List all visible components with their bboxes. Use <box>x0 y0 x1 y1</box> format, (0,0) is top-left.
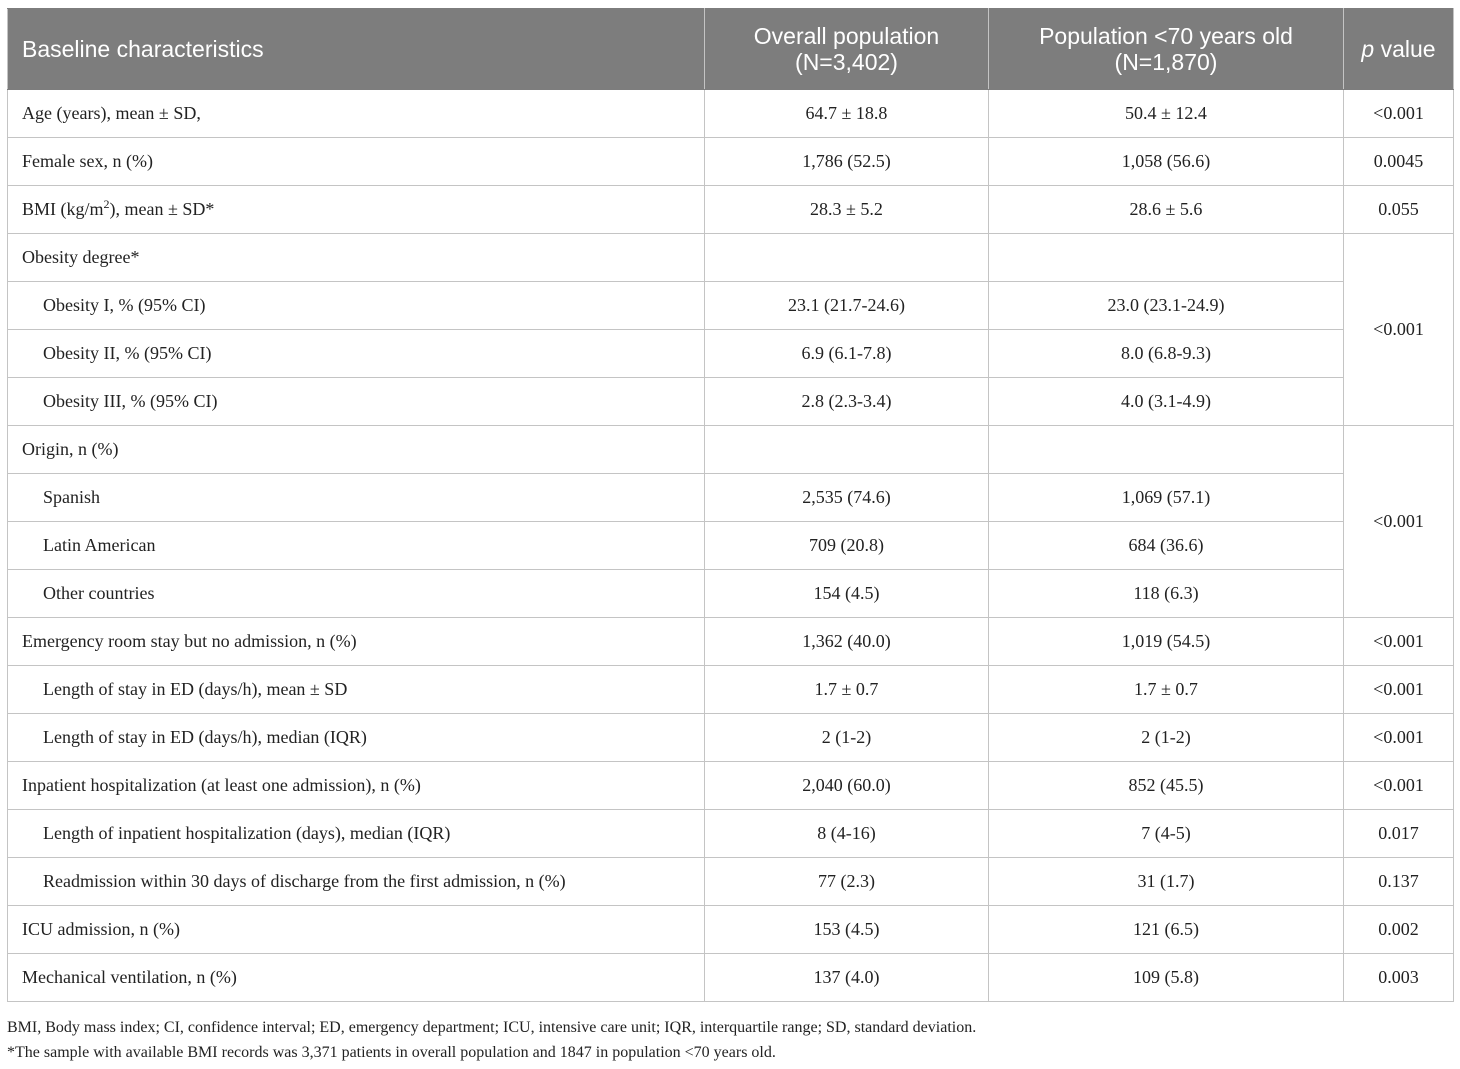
cell-under70: 28.6 ± 5.6 <box>989 186 1344 234</box>
table-row <box>8 858 1454 906</box>
table-row <box>8 330 1454 378</box>
row-label: Latin American <box>8 522 705 570</box>
bmi-label-sup: 2 <box>103 197 110 211</box>
cell-p-value: <0.001 <box>1344 714 1454 762</box>
cell-under70 <box>989 234 1344 282</box>
cell-overall: 77 (2.3) <box>705 858 989 906</box>
cell-under70: 109 (5.8) <box>989 954 1344 1002</box>
footnote-bmi-sample: *The sample with available BMI records was 3,371 patients in overall population and 1847 in population <70 years old. <box>7 1044 776 1061</box>
row-label: Inpatient hospitalization (at least one admission), n (%) <box>8 762 705 810</box>
header-p-italic: p <box>1361 36 1375 62</box>
row-label: Obesity II, % (95% CI) <box>8 330 705 378</box>
row-label: Length of stay in ED (days/h), median (IQR) <box>8 714 705 762</box>
table-row <box>8 90 1454 138</box>
header-under70-line1: Population <70 years old <box>1039 23 1293 49</box>
row-label: Obesity I, % (95% CI) <box>8 282 705 330</box>
cell-under70: 852 (45.5) <box>989 762 1344 810</box>
cell-overall: 23.1 (21.7-24.6) <box>705 282 989 330</box>
cell-under70: 1.7 ± 0.7 <box>989 666 1344 714</box>
header-overall-population <box>705 9 989 90</box>
header-under70-population <box>989 9 1344 90</box>
cell-overall: 1.7 ± 0.7 <box>705 666 989 714</box>
row-label <box>8 186 705 234</box>
row-label: Spanish <box>8 474 705 522</box>
table-container <box>7 8 1453 1002</box>
table-row <box>8 618 1454 666</box>
cell-under70: 684 (36.6) <box>989 522 1344 570</box>
row-label: Length of stay in ED (days/h), mean ± SD <box>8 666 705 714</box>
header-row <box>8 9 1454 90</box>
cell-under70: 31 (1.7) <box>989 858 1344 906</box>
cell-overall: 2.8 (2.3-3.4) <box>705 378 989 426</box>
table-footnotes <box>7 1015 1453 1065</box>
cell-overall <box>705 234 989 282</box>
row-label: ICU admission, n (%) <box>8 906 705 954</box>
cell-under70: 1,069 (57.1) <box>989 474 1344 522</box>
cell-p-value: 0.002 <box>1344 906 1454 954</box>
cell-overall: 2,535 (74.6) <box>705 474 989 522</box>
table-row <box>8 378 1454 426</box>
table-row <box>8 906 1454 954</box>
header-baseline-characteristics: Baseline characteristics <box>8 9 705 90</box>
row-label: Age (years), mean ± SD, <box>8 90 705 138</box>
cell-p-value: 0.003 <box>1344 954 1454 1002</box>
cell-overall: 2 (1-2) <box>705 714 989 762</box>
cell-overall: 153 (4.5) <box>705 906 989 954</box>
cell-under70: 118 (6.3) <box>989 570 1344 618</box>
table-row <box>8 810 1454 858</box>
header-under70-line2: (N=1,870) <box>1114 49 1218 75</box>
cell-overall: 8 (4-16) <box>705 810 989 858</box>
header-overall-line1: Overall population <box>753 23 940 49</box>
cell-overall: 6.9 (6.1-7.8) <box>705 330 989 378</box>
table-header <box>8 9 1454 90</box>
baseline-characteristics-table <box>7 8 1454 1002</box>
row-label: Length of inpatient hospitalization (days), median (IQR) <box>8 810 705 858</box>
cell-overall: 28.3 ± 5.2 <box>705 186 989 234</box>
cell-under70: 23.0 (23.1-24.9) <box>989 282 1344 330</box>
cell-p-value: <0.001 <box>1344 618 1454 666</box>
cell-overall: 137 (4.0) <box>705 954 989 1002</box>
cell-overall: 709 (20.8) <box>705 522 989 570</box>
cell-p-value-origin: <0.001 <box>1344 426 1454 618</box>
header-overall-line2: (N=3,402) <box>795 49 898 75</box>
cell-under70: 121 (6.5) <box>989 906 1344 954</box>
cell-overall <box>705 426 989 474</box>
table-row <box>8 234 1454 282</box>
row-label: Emergency room stay but no admission, n (%) <box>8 618 705 666</box>
cell-p-value: <0.001 <box>1344 666 1454 714</box>
bmi-label-post: ), mean ± SD* <box>109 199 215 219</box>
bmi-label-pre: BMI (kg/m <box>22 199 104 219</box>
table-row <box>8 138 1454 186</box>
table-row <box>8 426 1454 474</box>
cell-under70: 4.0 (3.1-4.9) <box>989 378 1344 426</box>
cell-p-value: 0.0045 <box>1344 138 1454 186</box>
cell-under70: 1,019 (54.5) <box>989 618 1344 666</box>
cell-overall: 2,040 (60.0) <box>705 762 989 810</box>
row-label: Female sex, n (%) <box>8 138 705 186</box>
cell-overall: 64.7 ± 18.8 <box>705 90 989 138</box>
cell-p-value: 0.017 <box>1344 810 1454 858</box>
row-label: Obesity III, % (95% CI) <box>8 378 705 426</box>
cell-p-value: <0.001 <box>1344 90 1454 138</box>
cell-under70: 1,058 (56.6) <box>989 138 1344 186</box>
cell-under70: 2 (1-2) <box>989 714 1344 762</box>
row-label: Origin, n (%) <box>8 426 705 474</box>
cell-p-value: <0.001 <box>1344 762 1454 810</box>
table-row <box>8 186 1454 234</box>
cell-under70: 50.4 ± 12.4 <box>989 90 1344 138</box>
table-row <box>8 666 1454 714</box>
row-label: Other countries <box>8 570 705 618</box>
cell-p-value-obesity: <0.001 <box>1344 234 1454 426</box>
table-row <box>8 474 1454 522</box>
cell-under70 <box>989 426 1344 474</box>
cell-overall: 1,786 (52.5) <box>705 138 989 186</box>
cell-under70: 7 (4-5) <box>989 810 1344 858</box>
table-row <box>8 282 1454 330</box>
cell-overall: 1,362 (40.0) <box>705 618 989 666</box>
footnote-abbreviations: BMI, Body mass index; CI, confidence interval; ED, emergency department; ICU, intensive care unit; IQR, interquartile range; SD, standard deviation. <box>7 1019 977 1036</box>
cell-under70: 8.0 (6.8-9.3) <box>989 330 1344 378</box>
row-label: Readmission within 30 days of discharge from the first admission, n (%) <box>8 858 705 906</box>
cell-p-value: 0.137 <box>1344 858 1454 906</box>
header-p-rest: value <box>1374 36 1436 62</box>
header-p-value <box>1344 9 1454 90</box>
table-body <box>8 90 1454 1002</box>
table-row <box>8 954 1454 1002</box>
table-row <box>8 570 1454 618</box>
cell-overall: 154 (4.5) <box>705 570 989 618</box>
table-row <box>8 762 1454 810</box>
table-row <box>8 714 1454 762</box>
row-label: Mechanical ventilation, n (%) <box>8 954 705 1002</box>
row-label: Obesity degree* <box>8 234 705 282</box>
table-row <box>8 522 1454 570</box>
cell-p-value: 0.055 <box>1344 186 1454 234</box>
